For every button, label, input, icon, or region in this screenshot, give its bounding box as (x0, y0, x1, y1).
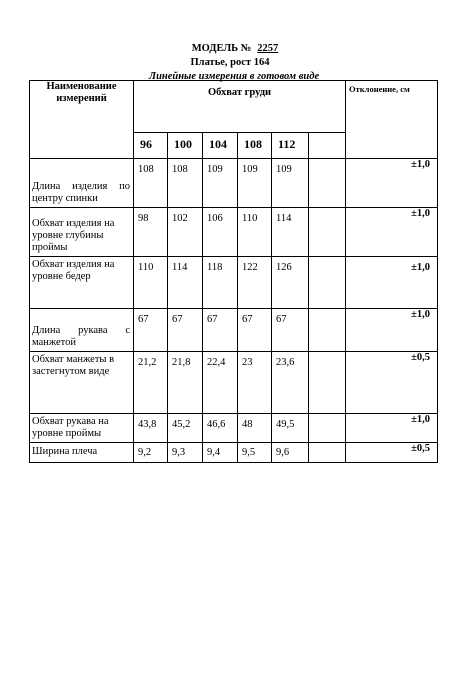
value-cell: 67 (134, 309, 168, 352)
value-cell: 110 (238, 208, 272, 257)
value-cell: 9,3 (168, 443, 203, 463)
header-chest-girth: Обхват груди (134, 81, 346, 133)
value-cell: 102 (168, 208, 203, 257)
value-cell: 46,6 (203, 414, 238, 443)
deviation-cell: ±0,5 (346, 443, 438, 463)
deviation-cell: ±1,0 (346, 159, 438, 208)
value-cell: 49,5 (272, 414, 309, 443)
measurement-name-cell (30, 309, 134, 352)
value-cell: 48 (238, 414, 272, 443)
value-cell: 126 (272, 257, 309, 309)
model-line (0, 42, 460, 56)
value-cell: 45,2 (168, 414, 203, 443)
table-row (30, 352, 438, 414)
table-row (30, 257, 438, 309)
value-cell: 118 (203, 257, 238, 309)
measurement-name: Обхват изделия на уровне бедер (32, 259, 115, 282)
value-cell: 9,4 (203, 443, 238, 463)
size-cell: 96 (134, 133, 168, 159)
size-cell: 104 (203, 133, 238, 159)
measurements-table (29, 80, 438, 463)
size-cell: 112 (272, 133, 309, 159)
product-line: Платье, рост 164 (190, 57, 270, 68)
value-cell: 98 (134, 208, 168, 257)
measurement-name-cell (30, 443, 134, 463)
measurement-name-cell (30, 414, 134, 443)
value-cell (309, 443, 346, 463)
value-cell (309, 159, 346, 208)
value-cell: 114 (272, 208, 309, 257)
value-cell: 9,5 (238, 443, 272, 463)
table-row (30, 208, 438, 257)
deviation-cell: ±1,0 (346, 257, 438, 309)
table-row (30, 309, 438, 352)
value-cell (309, 309, 346, 352)
deviation-cell: ±0,5 (346, 352, 438, 414)
model-number: 2257 (257, 43, 279, 54)
value-cell (309, 352, 346, 414)
model-label: МОДЕЛЬ № (191, 43, 252, 54)
table-row (30, 414, 438, 443)
measurement-name: Ширина плеча (32, 446, 98, 457)
value-cell: 67 (203, 309, 238, 352)
measurement-name-cell (30, 257, 134, 309)
size-cell (309, 133, 346, 159)
value-cell: 67 (168, 309, 203, 352)
value-cell: 22,4 (203, 352, 238, 414)
value-cell (309, 257, 346, 309)
value-cell: 108 (134, 159, 168, 208)
value-cell: 106 (203, 208, 238, 257)
value-cell: 122 (238, 257, 272, 309)
value-cell (309, 208, 346, 257)
document-header (0, 42, 460, 84)
deviation-cell: ±1,0 (346, 309, 438, 352)
measurement-name: Обхват рукава на уровне проймы (32, 416, 109, 439)
size-cell: 100 (168, 133, 203, 159)
deviation-cell: ±1,0 (346, 414, 438, 443)
value-cell: 67 (272, 309, 309, 352)
value-cell: 110 (134, 257, 168, 309)
measurement-name: Длина рукава с манжетой (32, 325, 130, 348)
value-cell: 43,8 (134, 414, 168, 443)
measurement-name-cell (30, 159, 134, 208)
value-cell: 21,2 (134, 352, 168, 414)
value-cell: 108 (168, 159, 203, 208)
measurement-name: Обхват манжеты в застегнутом виде (32, 354, 115, 377)
value-cell: 67 (238, 309, 272, 352)
value-cell: 109 (203, 159, 238, 208)
value-cell: 114 (168, 257, 203, 309)
value-cell (309, 414, 346, 443)
value-cell: 9,6 (272, 443, 309, 463)
measurement-name: Длина изделия по центру спинки (32, 181, 130, 204)
table-row (30, 159, 438, 208)
value-cell: 9,2 (134, 443, 168, 463)
table-subtitle: Линейные измерения в готовом виде (148, 71, 320, 82)
value-cell: 23,6 (272, 352, 309, 414)
deviation-cell: ±1,0 (346, 208, 438, 257)
value-cell: 21,8 (168, 352, 203, 414)
value-cell: 109 (238, 159, 272, 208)
measurement-name-cell (30, 352, 134, 414)
measurement-name-cell (30, 208, 134, 257)
header-deviation: Отклонение, см (346, 81, 438, 159)
measurement-name: Обхват изделия на уровне глубины проймы (32, 218, 115, 253)
header-measurement-name: Наименование измерений (30, 81, 134, 159)
value-cell: 23 (238, 352, 272, 414)
value-cell: 109 (272, 159, 309, 208)
header-row (30, 81, 438, 133)
table-row (30, 443, 438, 463)
size-cell: 108 (238, 133, 272, 159)
